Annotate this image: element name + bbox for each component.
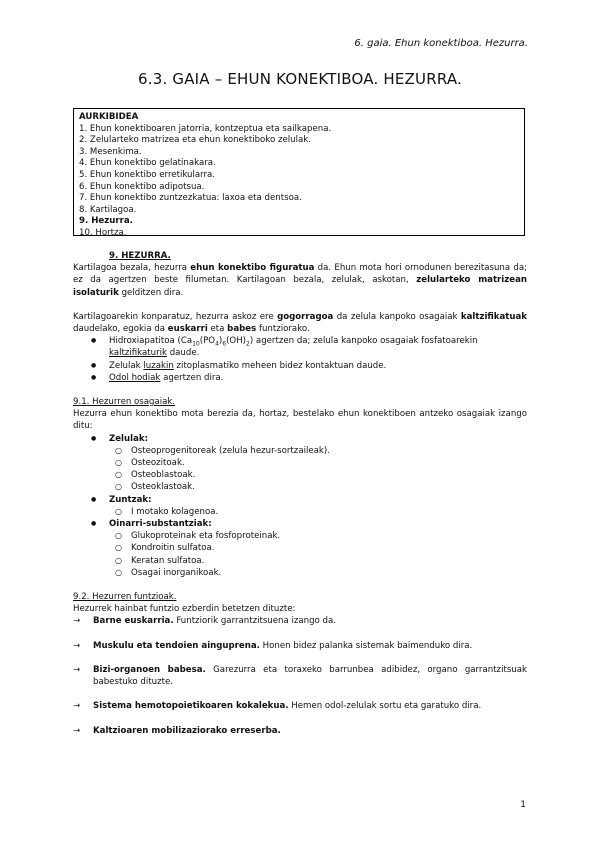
bold-term: kaltzifikatuak <box>460 311 528 322</box>
table-of-contents <box>73 108 525 236</box>
list-item: ○ Kondroitin sulfatoa. <box>73 542 527 554</box>
list-item: ○ Osteoklastoak. <box>73 481 527 493</box>
main-content <box>73 250 527 737</box>
toc-item: 6. Ehun konektibo adipotsua. <box>79 181 205 192</box>
section-title-hezurra: 9. HEZURRA. <box>109 251 171 261</box>
paragraph: Hezurrek hainbat funtzio ezberdin betetzen dituzte: <box>73 604 296 615</box>
function-item: → Kaltzioaren mobilizaziorako erreserba. <box>73 725 281 736</box>
arrow-icon: → <box>73 616 81 627</box>
bold-term: babes <box>227 324 257 335</box>
toc-item: 5. Ehun konektibo erretikularra. <box>79 169 216 180</box>
list-item: ○ Osteoblastoak. <box>73 469 527 481</box>
functions-list <box>73 615 527 736</box>
toc-item: 7. Ehun konektibo zuntzezkatua: laxoa eta dentsoa. <box>79 193 302 204</box>
bold-term: gogorragoa <box>277 311 334 322</box>
components-list <box>73 433 527 579</box>
toc-heading: AURKIBIDEA <box>79 112 139 122</box>
toc-item: 4. Ehun konektibo gelatinakara. <box>79 158 216 169</box>
list-item: ○ Osteozitoak. <box>73 457 527 469</box>
text-run: da zelula kanpoko osagaiak <box>333 311 461 322</box>
bold-term: ehun konektibo figuratua <box>190 263 315 274</box>
paragraph <box>73 262 527 299</box>
page-title: 6.3. GAIA – EHUN KONEKTIBOA. HEZURRA. <box>137 70 463 88</box>
subsection-title-osagaiak: 9.1. Hezurren osagaiak. <box>73 397 176 408</box>
list-item: ○ Keratan sulfatoa. <box>73 555 527 567</box>
function-item: → Bizi-organoen babesa. Garezurra eta toraxeko barrunbea adibidez, organo garrantzitsuak babestuko dituzte. <box>73 664 527 688</box>
paragraph: Hezurra ehun konektibo mota berezia da, hortaz, bestelako ehun konektiboen antzeko osagaiak izango ditu: <box>73 409 527 432</box>
bold-term: euskarri <box>167 324 208 335</box>
toc-item: 2. Zelularteko matrizea eta ehun konektiboko zelulak. <box>79 135 311 146</box>
toc-item: 3. Mesenkima. <box>79 146 142 157</box>
function-item: → Sistema hemotopoietikoaren kokalekua. Hemen odol-zelulak sortu eta garatuko dira. <box>73 701 482 712</box>
arrow-icon: → <box>73 640 81 651</box>
list-item: ○ Osagai inorganikoak. <box>73 567 527 579</box>
page-number: 1 <box>520 800 526 810</box>
bold-term: zelularteko matrizean isolaturik <box>73 275 527 298</box>
text-run: daudelako, egokia da <box>73 324 168 335</box>
function-item: → Muskulu eta tendoien ainguprena. Honen bidez palanka sistemak baimenduko dira. <box>73 640 473 651</box>
list-item: ● Oinarri-substantziak: ○ Glukoproteinak eta fosfoproteinak. ○ Kondroitin sulfatoa. ○ Keratan sulfatoa. ○ Osagai inorganikoak. <box>73 518 527 579</box>
toc-item: 10. Hortza. <box>79 227 127 238</box>
list-item: ● Zuntzak: ○ I motako kolagenoa. <box>73 494 527 518</box>
text-run: gelditzen dira. <box>118 287 184 298</box>
bullet-list <box>73 335 527 384</box>
running-header: 6. gaia. Ehun konektiboa. Hezurra. <box>354 38 528 49</box>
list-item: ● Zelulak luzakin zitoplasmatiko meheen bidez kontaktuan daude. <box>73 360 527 372</box>
subsection-title-funtzioak: 9.2. Hezurren funtzioak. <box>73 592 177 603</box>
function-item: → Barne euskarria. Funtziorik garrantzitsuena izango da. <box>73 616 336 627</box>
arrow-icon: → <box>73 725 81 736</box>
list-item: ○ I motako kolagenoa. <box>73 506 527 518</box>
text-run: eta <box>207 324 228 335</box>
list-item: ○ Osteoprogenitoreak (zelula hezur-sortzaileak). <box>73 445 527 457</box>
list-item: ● Hidroxiapatitoa $(Ca_{10}(PO_4)_6(OH)_2)$ agertzen da; zelula kanpoko osagaiak fosfatoarekin kaltzifikaturik daude. <box>73 335 527 359</box>
text-run: Kartilagoarekin konparatuz, hezurra askoz ere <box>73 311 278 322</box>
text-run: Kartilagoa bezala, hezurra <box>73 263 191 274</box>
arrow-icon: → <box>73 664 81 675</box>
list-item: ● Zelulak: ○ Osteoprogenitoreak (zelula hezur-sortzaileak). ○ Osteozitoak. ○ Osteoblastoak. ○ Osteoklastoak. <box>73 433 527 494</box>
toc-item: 1. Ehun konektiboaren jatorria, kontzeptua eta sailkapena. <box>79 123 332 134</box>
text-run: funtziorako. <box>256 324 310 335</box>
arrow-icon: → <box>73 701 81 712</box>
list-item: ○ Glukoproteinak eta fosfoproteinak. <box>73 530 527 542</box>
toc-item-current: 9. Hezurra. <box>79 216 133 227</box>
text-run: da. Ehun mota hori ornodunen berezitasuna da; ez da agertzen beste filumetan. Kartilagoan bezala, zelulak, askotan, <box>73 263 527 286</box>
toc-item: 8. Kartilagoa. <box>79 204 137 215</box>
paragraph <box>73 311 527 335</box>
list-item: ● Odol hodiak agertzen dira. <box>73 372 527 384</box>
